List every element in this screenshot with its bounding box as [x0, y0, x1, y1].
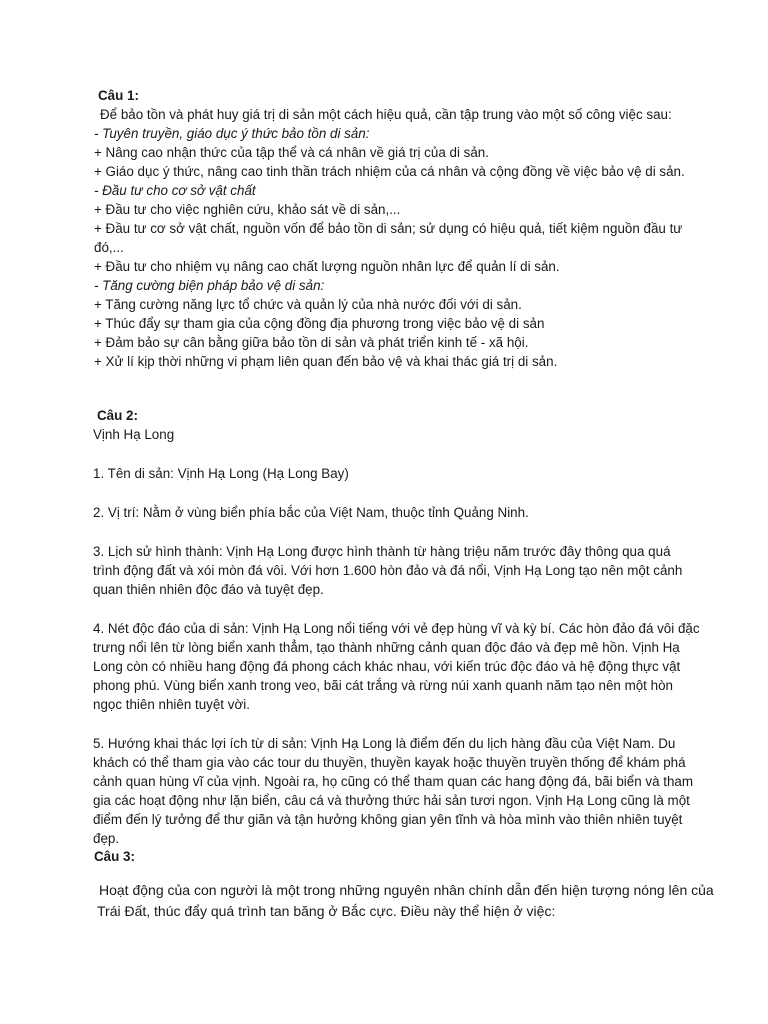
question-2-paragraph	[93, 503, 693, 522]
question-3-body	[93, 880, 714, 922]
question-3-line: Trái Đất, thúc đẩy quá trình tan băng ở Bắc cực. Điều này thể hiện ở việc:	[97, 903, 556, 919]
question-1-list-item: + Giáo dục ý thức, nâng cao tinh thần trách nhiệm của cá nhân và cộng đồng về việc bảo vệ di sản.	[94, 164, 685, 179]
paragraph-line: ngọc thiên nhiên tuyệt vời.	[93, 697, 250, 712]
question-1-heading: Câu 1:	[98, 88, 139, 103]
question-1-list-item: + Đảm bảo sự cân bằng giữa bảo tồn di sản và phát triển kinh tế - xã hội.	[94, 335, 529, 350]
question-1-section	[94, 86, 694, 371]
question-1-list-item: + Đầu tư cơ sở vật chất, nguồn vốn để bảo tồn di sản; sử dụng có hiệu quả, tiết kiệm nguồn đầu tư	[94, 221, 683, 236]
paragraph-line: đẹp.	[93, 831, 120, 846]
paragraph-line: 4. Nét độc đáo của di sản: Vịnh Hạ Long nổi tiếng với vẻ đẹp hùng vĩ và kỳ bí. Các hòn đảo đá vôi đặc	[93, 621, 700, 636]
paragraph-line: cảnh quan hùng vĩ của vịnh. Ngoài ra, họ cũng có thể tham quan các hang động đá, bãi biển và tham	[93, 774, 694, 789]
paragraph-line: 3. Lịch sử hình thành: Vịnh Hạ Long được hình thành từ hàng triệu năm trước đây thông qua quá	[93, 544, 671, 559]
question-2-paragraph	[93, 542, 693, 599]
question-1-list	[94, 124, 694, 371]
question-2-section	[93, 406, 700, 848]
paragraph-line: Long còn có nhiều hang động đá phong cách khác nhau, với kiến trúc độc đáo và hệ động thực vật	[93, 659, 681, 674]
question-1-list-item: + Nâng cao nhận thức của tập thể và cá nhân về giá trị của di sản.	[94, 145, 489, 160]
paragraph-line: trưng nổi lên từ lòng biển xanh thẳm, tạo thành những cảnh quan độc đáo và đẹp mê hồn. Vịnh Hạ	[93, 640, 680, 655]
paragraph-line: 1. Tên di sản: Vịnh Hạ Long (Hạ Long Bay)	[93, 466, 349, 481]
question-1-list-item: + Đầu tư cho nhiệm vụ nâng cao chất lượng nguồn nhân lực để quản lí di sản.	[94, 259, 560, 274]
question-2-paragraph	[93, 734, 693, 848]
question-1-subheading: - Tăng cường biện pháp bảo vệ di sản:	[94, 278, 325, 293]
question-1-list-item: + Tăng cường năng lực tổ chức và quản lý của nhà nước đối với di sản.	[94, 297, 522, 312]
question-1-subheading: - Đầu tư cho cơ sở vật chất	[94, 183, 256, 198]
paragraph-line: gia các hoạt động như lặn biển, câu cá và thưởng thức hải sản tươi ngon. Vịnh Hạ Long cũng là một	[93, 793, 690, 808]
paragraph-line: trình động đất và xói mòn đá vôi. Với hơn 1.600 hòn đảo và đá nổi, Vịnh Hạ Long tạo nên một cảnh	[93, 563, 683, 578]
question-2-heading: Câu 2:	[97, 408, 138, 423]
question-2-subtitle: Vịnh Hạ Long	[93, 427, 175, 442]
paragraph-line: 2. Vị trí: Nằm ở vùng biển phía bắc của Việt Nam, thuộc tỉnh Quảng Ninh.	[93, 505, 529, 520]
question-1-list-item: + Xử lí kịp thời những vi phạm liên quan đến bảo vệ và khai thác giá trị di sản.	[94, 354, 558, 369]
question-2-paragraph	[93, 619, 700, 714]
question-1-list-item: + Thúc đẩy sự tham gia của cộng đồng địa phương trong việc bảo vệ di sản	[94, 316, 545, 331]
question-1-subheading: - Tuyên truyền, giáo dục ý thức bảo tồn di sản:	[94, 126, 370, 141]
question-1-list-item: đó,...	[94, 240, 124, 255]
question-2-paragraphs	[93, 464, 700, 848]
question-2-paragraph	[93, 464, 693, 483]
paragraph-line: quan thiên nhiên độc đáo và tuyệt đẹp.	[93, 582, 324, 597]
question-1-list-item: + Đầu tư cho việc nghiên cứu, khảo sát về di sản,...	[94, 202, 401, 217]
paragraph-line: phong phú. Vùng biển xanh trong veo, bãi cát trắng và rừng núi xanh quanh năm tạo nên một hòn	[93, 678, 673, 693]
question-3-section	[93, 847, 714, 922]
paragraph-line: điểm đến lý tưởng để thư giãn và tận hưởng không gian yên tĩnh và hòa mình vào thiên nhiên tuyệt	[93, 812, 683, 827]
question-1-intro: Để bảo tồn và phát huy giá trị di sản một cách hiệu quả, cần tập trung vào một số công việc sau:	[100, 107, 672, 122]
paragraph-line: 5. Hướng khai thác lợi ích từ di sản: Vịnh Hạ Long là điểm đến du lịch hàng đầu của Việt Nam. Du	[93, 736, 676, 751]
question-3-line: Hoạt động của con người là một trong những nguyên nhân chính dẫn đến hiện tượng nóng lên của	[99, 882, 714, 898]
paragraph-line: khách có thể tham gia vào các tour du thuyền, thuyền kayak hoặc thuyền truyền thống để khám phá	[93, 755, 686, 770]
question-3-heading: Câu 3:	[94, 849, 135, 864]
